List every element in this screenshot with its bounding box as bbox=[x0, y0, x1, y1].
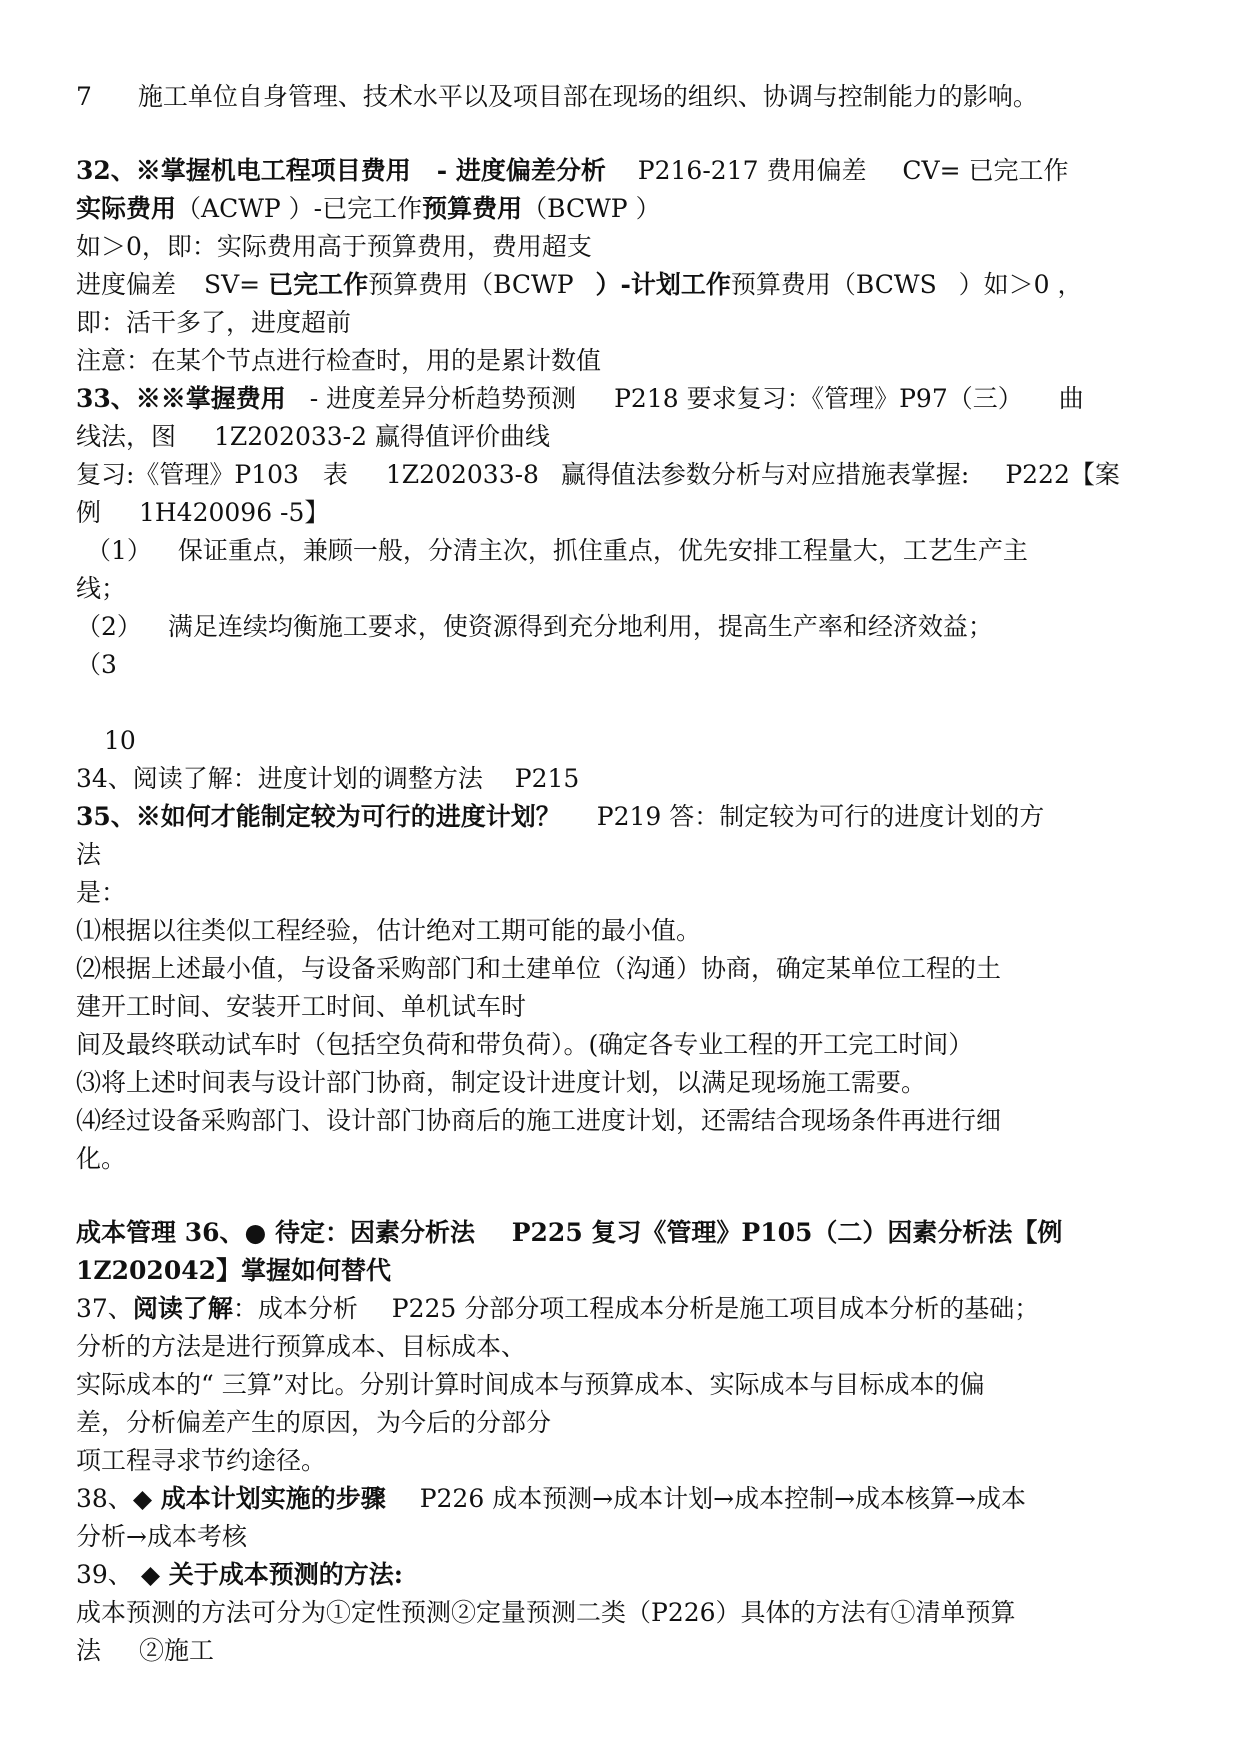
bold-term: ◆ 关于成本预测的方法: bbox=[140, 1560, 403, 1589]
list-item bbox=[76, 1102, 1176, 1140]
bold-term: 计划工作 bbox=[630, 270, 731, 299]
line-text: 即：活干多了，进度超前 bbox=[76, 308, 352, 337]
line-text: 39、 bbox=[76, 1560, 133, 1589]
list-item bbox=[76, 608, 1176, 646]
line-text: 法 bbox=[76, 840, 102, 869]
line-text: 进度偏差 bbox=[76, 270, 177, 299]
list-marker: （1） bbox=[86, 536, 152, 565]
line-text: 1Z202033-2 赢得值评价曲线 bbox=[213, 422, 550, 451]
line-text: 注意：在某个节点进行检查时，用的是累计数值 bbox=[76, 346, 602, 375]
line-text: 化。 bbox=[76, 1144, 127, 1173]
line-text: ②施工 bbox=[138, 1636, 214, 1665]
line-number: 7 bbox=[76, 82, 92, 111]
page-ref: P216-217 费用偏差 bbox=[637, 156, 867, 185]
bold-term: ）- bbox=[595, 270, 631, 299]
line-text: 差，分析偏差产生的原因，为今后的分部分 bbox=[76, 1408, 552, 1437]
list-item bbox=[86, 532, 1186, 570]
line-text: ⑷经过设备采购部门、设计部门协商后的施工进度计划，还需结合现场条件再进行细 bbox=[76, 1106, 1002, 1135]
line-text: ⑵根据上述最小值，与设备采购部门和土建单位（沟通）协商，确定某单位工程的土 bbox=[76, 954, 1002, 983]
section-heading-39 bbox=[76, 1556, 1176, 1594]
list-marker: （2） bbox=[76, 612, 142, 641]
line-text: （ACWP ）-已完工作 bbox=[176, 194, 423, 223]
line-text: 施工单位自身管理、技术水平以及项目部在现场的组织、协调与控制能力的影响。 bbox=[137, 82, 1038, 111]
heading-text: - 进度偏差分析 bbox=[436, 156, 606, 185]
line-text: 成本预测的方法可分为①定性预测②定量预测二类（P226）具体的方法有①清单预算 bbox=[76, 1598, 1016, 1627]
line-text: 分析→成本考核 bbox=[76, 1522, 247, 1551]
line-text: 如＞0，即：实际费用高于预算费用，费用超支 bbox=[76, 232, 592, 261]
list-item bbox=[76, 912, 1176, 950]
line-text: 线； bbox=[76, 574, 127, 603]
section-heading-38 bbox=[76, 1480, 1176, 1518]
text-line bbox=[76, 1594, 1176, 1632]
line-text: 例 bbox=[76, 498, 102, 527]
text-line bbox=[104, 722, 1204, 760]
text-line bbox=[76, 1328, 1176, 1366]
line-text: ⑶将上述时间表与设计部门协商，制定设计进度计划，以满足现场施工需要。 bbox=[76, 1068, 927, 1097]
line-text: 预算费用（BCWP bbox=[368, 270, 574, 299]
line-text: P222【案 bbox=[1005, 460, 1120, 489]
formula-text: CV= 已完工作 bbox=[902, 156, 1069, 185]
line-text: 曲 bbox=[1058, 384, 1084, 413]
list-item bbox=[76, 950, 1176, 988]
text-line bbox=[76, 1404, 1176, 1442]
line-text: 建开工时间、安装开工时间、单机试车时 bbox=[76, 992, 527, 1021]
bold-term: ◆ 成本计划实施的步骤 bbox=[132, 1484, 386, 1513]
text-line bbox=[76, 494, 1176, 532]
text-line bbox=[76, 190, 1176, 228]
line-text: ）如＞0 ， bbox=[958, 270, 1083, 299]
line-text: 10 bbox=[104, 726, 136, 755]
line-text: 1Z202033-8 bbox=[385, 460, 539, 489]
line-text: - 进度差异分析趋势预测 bbox=[309, 384, 577, 413]
text-line bbox=[76, 456, 1176, 494]
bold-term: 实际费用 bbox=[76, 194, 177, 223]
text-line bbox=[76, 1442, 1176, 1480]
section-heading-35 bbox=[76, 798, 1176, 836]
text-line bbox=[76, 266, 1176, 304]
line-text: P225 分部分项工程成本分析是施工项目成本分析的基础； bbox=[391, 1294, 1040, 1323]
line-text: P226 成本预测→成本计划→成本控制→成本核算→成本 bbox=[419, 1484, 1026, 1513]
text-line bbox=[76, 1026, 1176, 1064]
text-line bbox=[76, 1632, 1176, 1670]
text-line bbox=[76, 418, 1176, 456]
line-text: 是： bbox=[76, 878, 127, 907]
line-text: 34、阅读了解：进度计划的调整方法 bbox=[76, 764, 483, 793]
heading-text: 33、※※掌握费用 bbox=[76, 384, 286, 413]
line-text: 复习:《管理》P103 bbox=[76, 460, 299, 489]
text-line bbox=[76, 836, 1176, 874]
text-line bbox=[76, 570, 1176, 608]
line-text: 项工程寻求节约途径。 bbox=[76, 1446, 327, 1475]
line-text: ⑴根据以往类似工程经验，估计绝对工期可能的最小值。 bbox=[76, 916, 702, 945]
line-text: 38、 bbox=[76, 1484, 133, 1513]
line-text: 满足连续均衡施工要求，使资源得到充分地利用，提高生产率和经济效益； bbox=[167, 612, 993, 641]
text-line bbox=[76, 1366, 1176, 1404]
text-line bbox=[76, 228, 1176, 266]
text-line bbox=[76, 304, 1176, 342]
line-text: 赢得值法参数分析与对应措施表掌握: bbox=[560, 460, 970, 489]
line-text: ：成本分析 bbox=[232, 1294, 358, 1323]
text-line bbox=[76, 1252, 1176, 1290]
list-item bbox=[76, 1064, 1176, 1102]
line-text: 保证重点，兼顾一般，分清主次，抓住重点，优先安排工程量大，工艺生产主 bbox=[177, 536, 1028, 565]
text-line bbox=[76, 874, 1176, 912]
bold-term: 预算费用 bbox=[422, 194, 523, 223]
text-line bbox=[76, 988, 1176, 1026]
line-text: 线法，图 bbox=[76, 422, 177, 451]
text-line bbox=[76, 1518, 1176, 1556]
bold-term: 已完工作 bbox=[268, 270, 369, 299]
heading-text: 成本管理 36、● 待定：因素分析法 bbox=[76, 1218, 476, 1247]
line-text: 法 bbox=[76, 1636, 102, 1665]
text-line bbox=[76, 1140, 1176, 1178]
heading-text: 1Z202042】掌握如何替代 bbox=[76, 1256, 392, 1285]
list-marker: （3 bbox=[76, 650, 117, 679]
line-text: 间及最终联动试车时（包括空负荷和带负荷）。(确定各专业工程的开工完工时间） bbox=[76, 1030, 974, 1059]
text-line bbox=[76, 78, 1176, 116]
heading-text: 32、※掌握机电工程项目费用 bbox=[76, 156, 411, 185]
heading-text: P225 复习《管理》P105（二）因素分析法【例 bbox=[511, 1218, 1063, 1247]
line-text: 37、 bbox=[76, 1294, 133, 1323]
line-text: 分析的方法是进行预算成本、目标成本、 bbox=[76, 1332, 527, 1361]
text-line bbox=[76, 342, 1176, 380]
line-text: 表 bbox=[322, 460, 348, 489]
list-item bbox=[76, 646, 1176, 684]
line-text: P219 答：制定较为可行的进度计划的方 bbox=[596, 802, 1045, 831]
heading-text: 35、※如何才能制定较为可行的进度计划？ bbox=[76, 802, 561, 831]
line-text: 实际成本的“ 三算”对比。分别计算时间成本与预算成本、实际成本与目标成本的偏 bbox=[76, 1370, 985, 1399]
section-heading-37 bbox=[76, 1290, 1176, 1328]
page-ref: P215 bbox=[514, 764, 580, 793]
section-heading-32 bbox=[76, 152, 1176, 190]
line-text: （BCWP ） bbox=[522, 194, 661, 223]
text-line bbox=[76, 760, 1176, 798]
line-text: 预算费用（BCWS bbox=[730, 270, 937, 299]
bold-term: 阅读了解 bbox=[132, 1294, 233, 1323]
formula-text: SV= bbox=[203, 270, 261, 299]
line-text: P218 要求复习：《管理》P97（三） bbox=[614, 384, 1023, 413]
line-text: 1H420096 -5】 bbox=[138, 498, 330, 527]
section-heading-33 bbox=[76, 380, 1176, 418]
section-heading-36 bbox=[76, 1214, 1176, 1252]
